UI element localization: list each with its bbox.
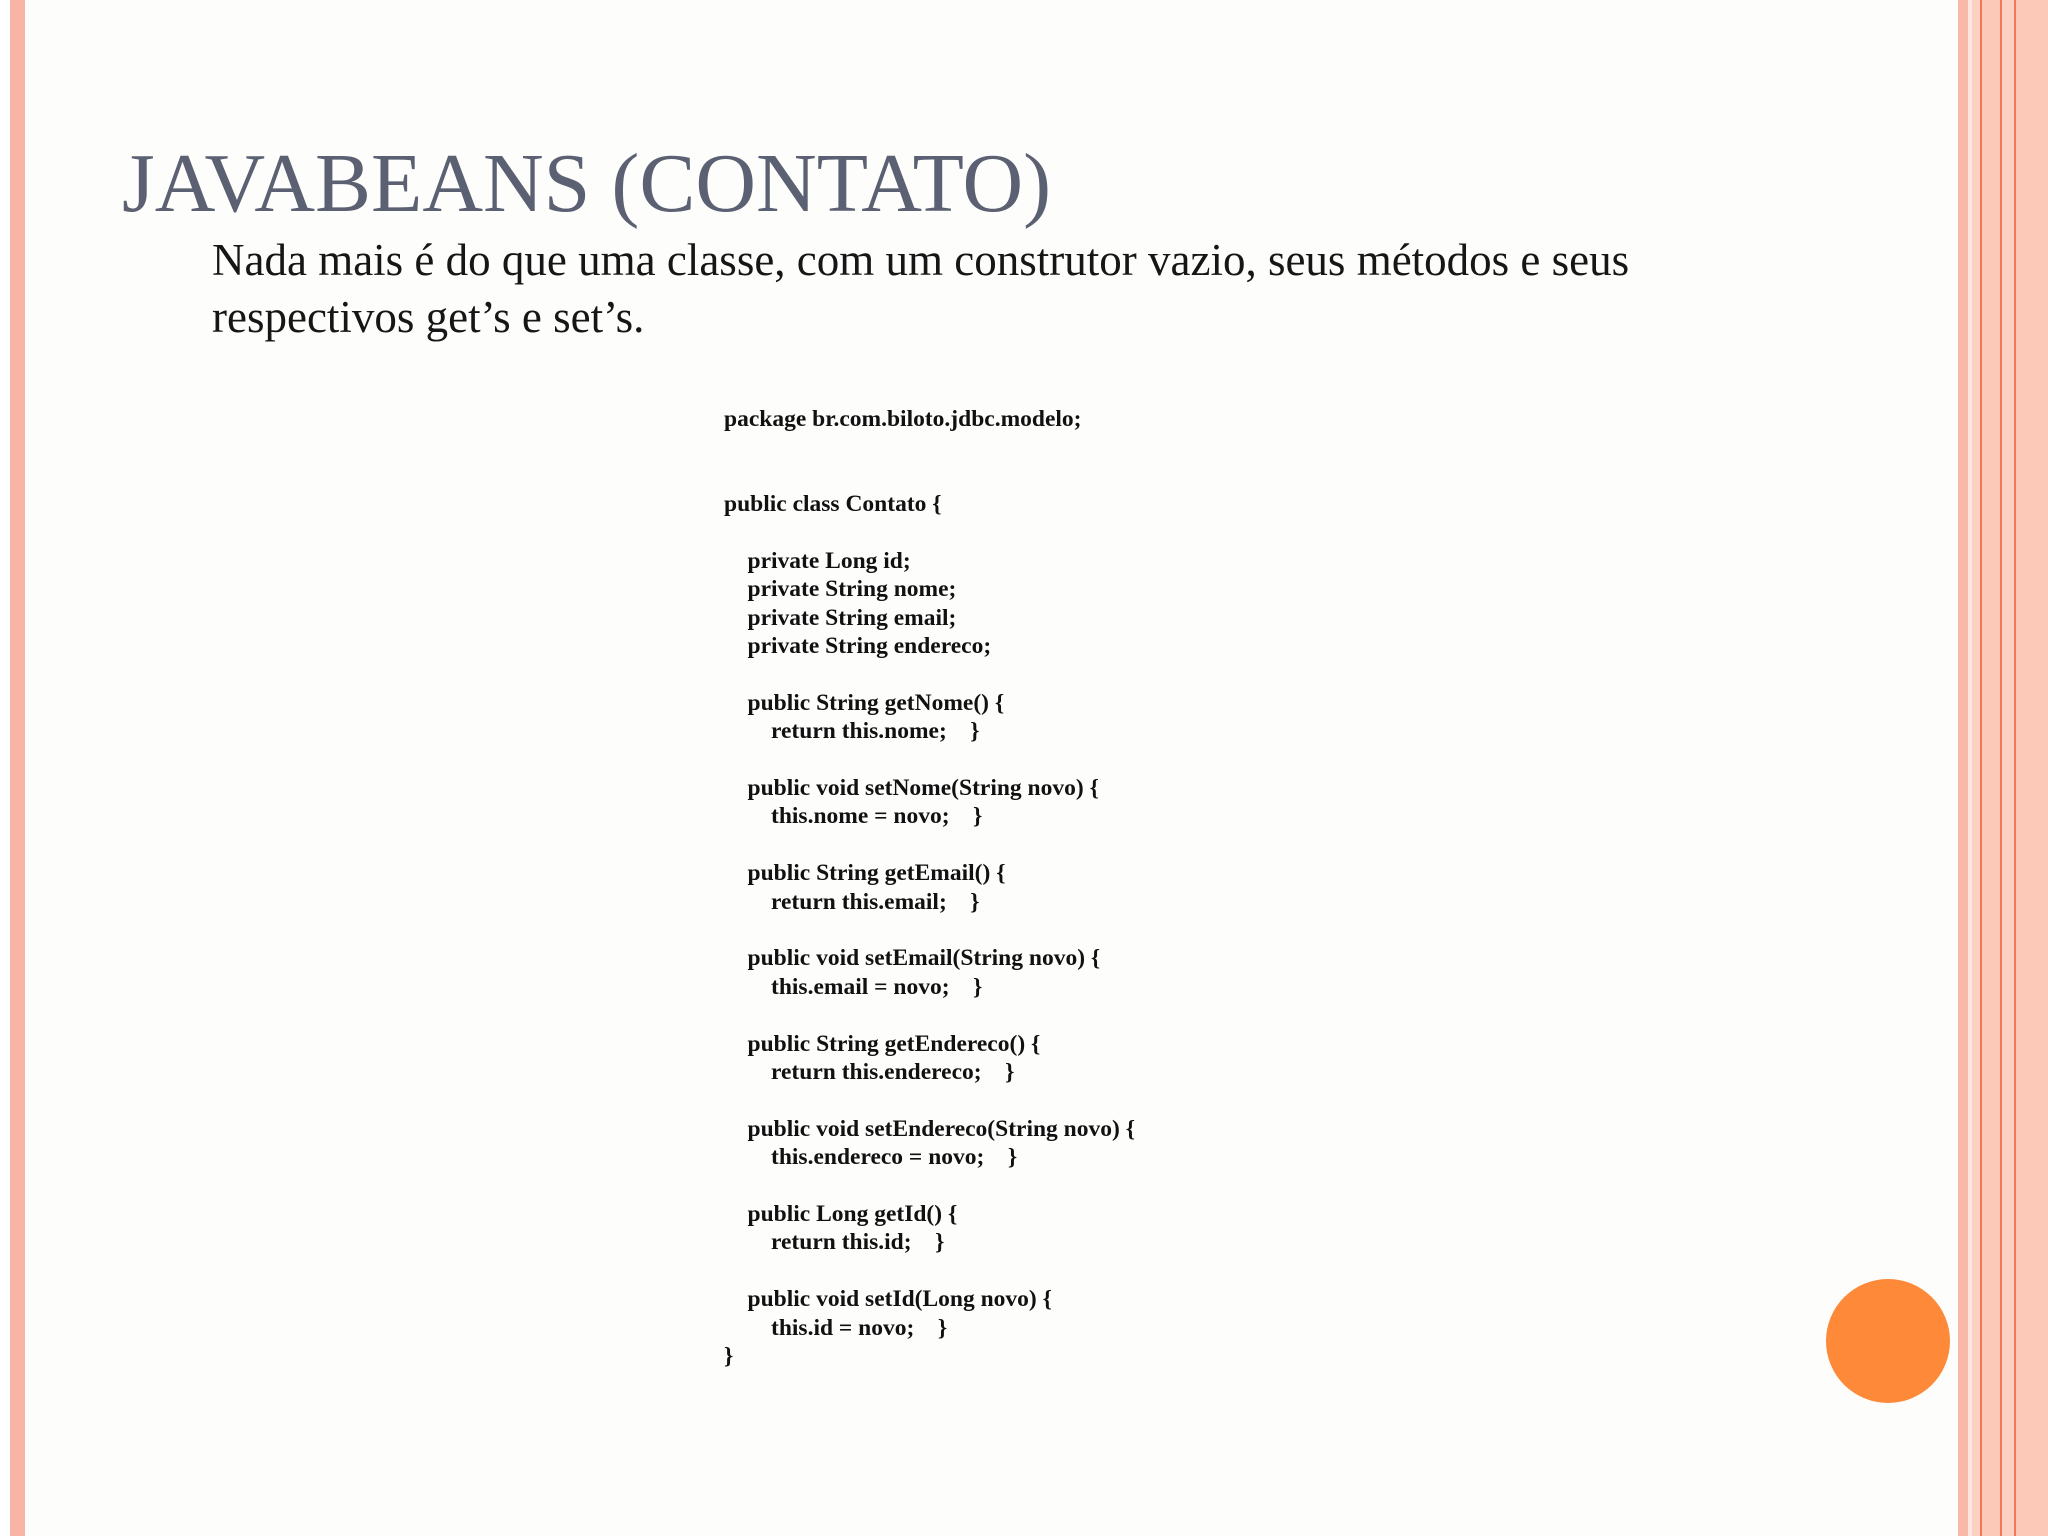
code-line: public String getEndereco() {: [724, 1030, 1041, 1057]
code-line: this.id = novo; }: [724, 1314, 948, 1341]
code-line: public class Contato {: [724, 491, 942, 518]
code-line: private String email;: [724, 604, 957, 631]
left-accent-strip: [10, 0, 25, 1536]
code-line: public void setId(Long novo) {: [724, 1286, 1052, 1313]
code-line: [724, 433, 1135, 461]
decorative-orange-circle: [1826, 1279, 1950, 1403]
code-line: package br.com.biloto.jdbc.modelo;: [724, 406, 1082, 432]
code-line: return this.endereco; }: [724, 1058, 1015, 1085]
code-line: }: [724, 1342, 734, 1369]
right-decorative-stripe: [2016, 0, 2048, 1536]
code-line: public void setEmail(String novo) {: [724, 945, 1101, 972]
slide-body-text: Nada mais é do que uma classe, com um construtor vazio, seus métodos e seus respectivos get’s e set’s.: [212, 235, 1630, 342]
code-line: [724, 1172, 1135, 1200]
slide-title: JAVABEANS (CONTATO): [122, 137, 1052, 230]
code-line: private String nome;: [724, 576, 957, 603]
code-line: this.email = novo; }: [724, 973, 983, 1000]
right-decorative-stripe: [1958, 0, 1968, 1536]
code-block: [724, 405, 1135, 1370]
code-line: public Long getId() {: [724, 1200, 958, 1227]
code-line: [724, 1257, 1135, 1285]
code-line: [724, 462, 1135, 490]
code-line: [724, 1086, 1135, 1114]
code-line: public void setNome(String novo) {: [724, 775, 1099, 802]
code-line: return this.nome; }: [724, 718, 980, 745]
code-line: return this.email; }: [724, 888, 980, 915]
code-line: public void setEndereco(String novo) {: [724, 1115, 1135, 1142]
right-decorative-stripe: [2002, 0, 2014, 1536]
code-line: this.endereco = novo; }: [724, 1144, 1018, 1171]
code-line: public String getEmail() {: [724, 860, 1006, 887]
code-line: return this.id; }: [724, 1229, 945, 1256]
code-line: [724, 1001, 1135, 1029]
code-line: [724, 519, 1135, 547]
code-line: [724, 916, 1135, 944]
code-line: [724, 661, 1135, 689]
right-decorative-stripe: [1972, 0, 1980, 1536]
code-line: public String getNome() {: [724, 689, 1005, 716]
right-decorative-stripe: [1982, 0, 2000, 1536]
code-line: [724, 831, 1135, 859]
code-line: private String endereco;: [724, 633, 992, 660]
code-line: [724, 746, 1135, 774]
code-line: this.nome = novo; }: [724, 803, 983, 830]
code-line: private Long id;: [724, 547, 911, 574]
